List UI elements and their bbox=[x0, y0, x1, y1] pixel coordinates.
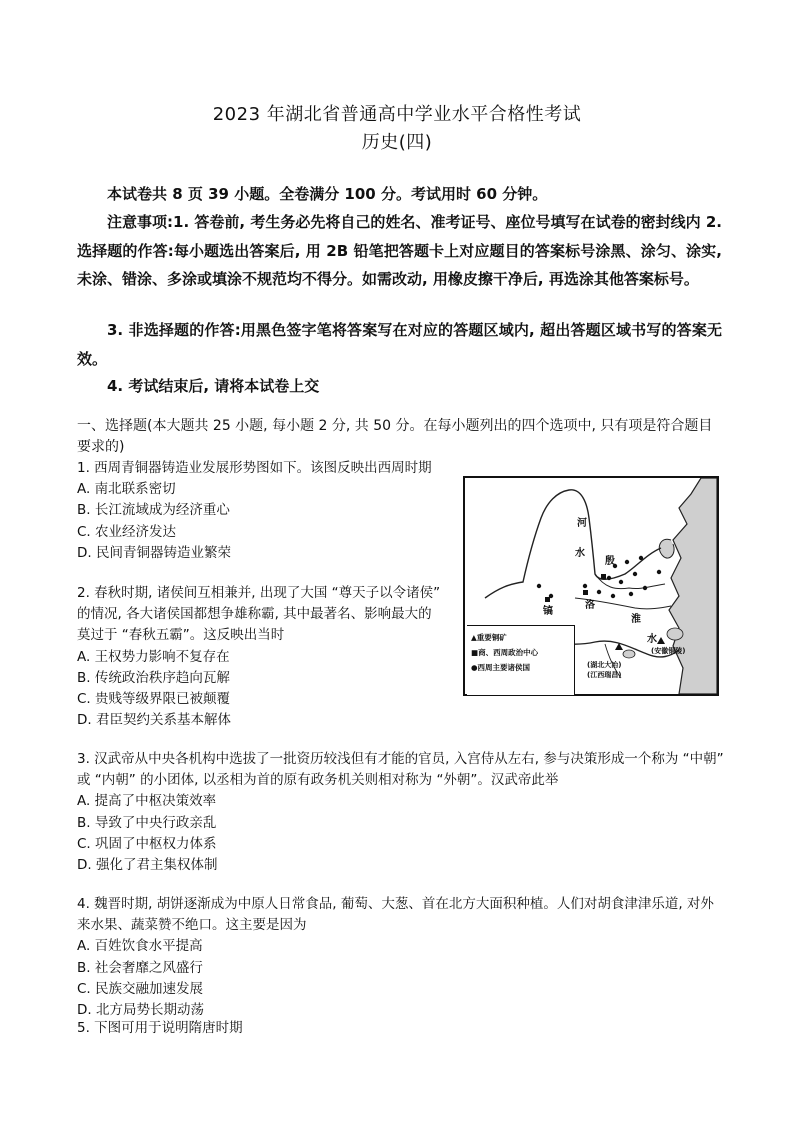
map-label-mine-jiangxi: (江西瑞昌) bbox=[587, 671, 622, 679]
option-c: C. 巩固了中枢权力体系 bbox=[77, 835, 217, 852]
option-d: D. 北方局势长期动荡 bbox=[77, 1002, 204, 1019]
taihu-lake bbox=[667, 628, 683, 640]
option-a: A. 百姓饮食水平提高 bbox=[77, 938, 203, 955]
yellow-river bbox=[485, 490, 661, 598]
option-a: A. 提高了中枢决策效率 bbox=[77, 793, 217, 810]
question-1 bbox=[77, 458, 445, 564]
option-a: A. 南北联系密切 bbox=[77, 481, 176, 498]
map-label-mine-hubei: (湖北大冶) bbox=[587, 661, 622, 669]
map-label-he: 河 bbox=[577, 518, 587, 529]
option-b: B. 导致了中央行政亲乱 bbox=[77, 814, 217, 831]
option-b: B. 传统政治秩序趋向瓦解 bbox=[77, 669, 230, 686]
question-3 bbox=[77, 749, 727, 876]
question-2 bbox=[77, 583, 445, 731]
map-label-luo: 洛 bbox=[585, 600, 595, 611]
bay-region bbox=[659, 539, 674, 558]
section-heading: 一、选择题(本大题共 25 小题, 每小题 2 分, 共 50 分。在每小题列出的四个选项中, 只有项是符合题目要求的) bbox=[77, 418, 713, 455]
legend-political-center: ■商、西周政治中心 bbox=[471, 648, 539, 657]
legend-copper-mine: ▲重要铜矿 bbox=[471, 633, 507, 642]
map-label-mine-anhui: (安徽铜陵) bbox=[651, 647, 686, 655]
question-stem: 3. 汉武帝从中央各机构中选拔了一批资历较浅但有才能的官员, 入宫侍从左右, 参与决策形成一个称为 “中朝” 或 “内朝” 的小团体, 以丞相为首的原有政务机关则相对称为 “外朝”。汉武帝此举 bbox=[77, 751, 724, 789]
instruction-line-4: 4. 考试结束后, 请将本试卷上交 bbox=[107, 377, 320, 395]
exam-subtitle: 历史(四) bbox=[361, 132, 433, 153]
bronze-map-figure bbox=[463, 476, 719, 696]
question-stem: 1. 西周青铜器铸造业发展形势图如下。该图反映出西周时期 bbox=[77, 460, 432, 476]
instruction-line-2: 注意事项:1. 答卷前, 考生务必先将自己的姓名、准考证号、座位号填写在试卷的密封线内 2. 选择题的作答:每小题选出答案后, 用 2B 铅笔把答题卡上对应题目的答案标号涂黑、涂匀、涂实, 未涂、错涂、多涂或填涂不规范均不得分。如需改动, 用橡皮擦干净后, 再选涂其他答案标号。 bbox=[77, 213, 722, 288]
sea-region bbox=[669, 478, 717, 694]
lake bbox=[623, 650, 635, 658]
question-stem: 5. 下图可用于说明隋唐时期 bbox=[77, 1020, 243, 1036]
option-d: D. 强化了君主集权体制 bbox=[77, 857, 218, 874]
instruction-line-3: 3. 非选择题的作答:用黑色签字笔将答案写在对应的答题区域内, 超出答题区域书写的答案无效。 bbox=[77, 321, 722, 368]
question-4 bbox=[77, 894, 727, 1021]
option-d: D. 君臣契约关系基本解体 bbox=[77, 712, 231, 729]
exam-title: 2023 年湖北省普通高中学业水平合格性考试 bbox=[212, 104, 582, 125]
question-stem: 4. 魏晋时期, 胡饼逐渐成为中原人日常食品, 葡萄、大葱、首在北方大面积种植。人们对胡食津津乐道, 对外来水果、蔬菜赞不绝口。这主要是因为 bbox=[77, 896, 714, 934]
option-d: D. 民间青铜器铸造业繁荣 bbox=[77, 544, 231, 561]
option-c: C. 贵贱等级界限已被颠覆 bbox=[77, 691, 231, 708]
map-label-hao: 镐 bbox=[543, 606, 553, 617]
question-stem: 2. 春秋时期, 诸侯间互相兼并, 出现了大国 “尊天子以令诸侯” 的情况, 各大诸侯国都想争雄称霸, 其中最著名、影响最大的莫过于 “春秋五霸”。这反映出当时 bbox=[77, 585, 441, 644]
map-legend bbox=[467, 625, 575, 695]
map-label-gu: 殷 bbox=[605, 556, 615, 567]
option-b: B. 长江流域成为经济重心 bbox=[77, 502, 230, 519]
vassal-state-dots bbox=[537, 556, 661, 598]
option-c: C. 农业经济发达 bbox=[77, 523, 177, 540]
map-label-shui1: 水 bbox=[575, 548, 585, 559]
map-label-shui2: 水 bbox=[647, 634, 657, 645]
option-a: A. 王权势力影响不复存在 bbox=[77, 648, 230, 665]
option-b: B. 社会奢靡之风盛行 bbox=[77, 959, 203, 976]
question-5 bbox=[77, 1018, 727, 1039]
instruction-line-1: 本试卷共 8 页 39 小题。全卷满分 100 分。考试用时 60 分钟。 bbox=[107, 185, 548, 203]
map-label-huai: 淮 bbox=[631, 614, 641, 625]
legend-vassal-state: ●西周主要诸侯国 bbox=[471, 663, 531, 672]
option-c: C. 民族交融加速发展 bbox=[77, 980, 204, 997]
